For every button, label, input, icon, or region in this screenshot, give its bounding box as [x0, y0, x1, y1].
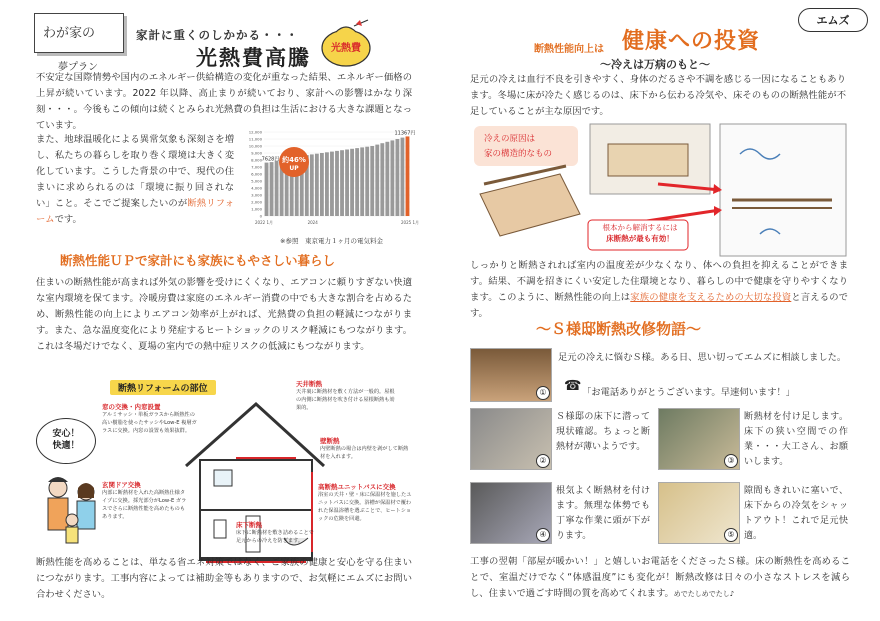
- y-tick-label: 1,000: [251, 206, 262, 212]
- x-tick-label: 2024: [307, 220, 318, 225]
- chart-bar: [310, 154, 314, 216]
- chart-bar: [350, 149, 354, 216]
- right-kicker: 断熱性能向上は: [534, 44, 604, 55]
- step2-text: Ｓ様邸の床下に潜って現状確認。ちょっと断熱材が薄いようです。: [556, 412, 650, 452]
- callout-window-title: 窓の交換・内窓設置: [102, 403, 161, 411]
- step3-text: 断熱材を付け足します。床下の狭い空間での作業・・・大工さん、お願いします。: [744, 412, 848, 467]
- right-body2-c: と言えるのです。: [470, 292, 848, 319]
- phone-icon: ☎: [564, 378, 582, 394]
- y-tick-label: 4,000: [251, 185, 262, 191]
- right-body2: [470, 258, 848, 322]
- x-tick-label: 2022 1月: [255, 220, 273, 225]
- stamp-text: 光熱費: [331, 43, 361, 54]
- chart-bar: [275, 161, 279, 216]
- chart-bar: [355, 148, 359, 216]
- y-tick-label: 9,000: [251, 150, 262, 156]
- callout-floor-text: 床下に断熱材を敷き詰めることで足元からの冷えを防ぎます。: [236, 530, 314, 544]
- headline: 光熱費高騰: [196, 46, 311, 70]
- step4-text: 根気よく断熱材を付けます。無理な体勢でも丁寧な作業に頭が下がります。: [556, 486, 650, 541]
- chart-source: ※参照 東京電力１ヶ月の電気料金: [280, 237, 383, 245]
- callout-door: [102, 480, 188, 521]
- callout-bath-text: 浴室の天井・壁・床に保温材を施したユニットバスに交換。浴槽が保温材で覆われた保温浴槽を選ぶことで、ヒートショックの危険を回避。: [318, 492, 412, 522]
- right-headline: 健康への投資: [622, 29, 761, 54]
- chart-bar: [330, 152, 334, 216]
- series-label-box: [34, 13, 124, 53]
- chart-bar: [360, 147, 364, 216]
- chart-bar: [320, 153, 324, 216]
- chart-bar: [390, 140, 394, 216]
- intro-side-a: また、地球温暖化による異常気象も深刻さを増し、私たちの暮らしを取り巻く環境は大きく変化しています。こうした背景の中で、現代の住まいに求められるのは「環境に振り回されない」こと。そこでご提案したいのが: [36, 134, 234, 209]
- chart-bar: [370, 146, 374, 216]
- logo-text: エムズ: [816, 14, 850, 27]
- story-title: 〜Ｓ様邸断熱改修物語〜: [536, 320, 702, 338]
- y-tick-label: 0: [259, 213, 262, 219]
- step3-num: ③: [724, 454, 738, 468]
- series-label: わが家の: [43, 26, 96, 41]
- callout-wall-title: 壁断熱: [320, 437, 340, 445]
- right-intro: 足元の冷えは血行不良を引きやすく、身体のだるさや不調を感じる一因になることもあります。冬場に床が冷たく感じるのは、床下から伝わる冷気や、床そのものの断熱性能が不足していることが主な原因です。: [470, 74, 846, 117]
- step4-num: ④: [536, 528, 550, 542]
- intro-top: 不安定な国際情勢や国内のエネルギー供給構造の変化が重なった結果、エネルギー価格の上昇が続いています。2022 年以降、高止まりが続いており、家計への影響はかなり深刻・・・。今後もこの傾向は続くとみられ光熱費の負担は生活における大きな課題となっています。: [36, 72, 412, 131]
- section2-body: 住まいの断熱性能が高まれば外気の影響を受けにくくなり、エアコンに頼りすぎない快適な室内環境を保てます。冷暖房費は家庭のエネルギー消費の中でも大きな割合を占めるため、断熱性能の向上によりエアコン効率が上がれば、光熱費の負担の軽減につながります。また、急な温度変化により発症するヒートショックのリスク軽減にもつながります。これは冬場だけでなく、夏場の室内での熱中症リスクの低減にもつながります。: [36, 277, 412, 352]
- right-page: [440, 0, 880, 621]
- y-tick-label: 5,000: [251, 178, 262, 184]
- y-tick-label: 11,000: [248, 136, 262, 142]
- callout-window: [102, 402, 198, 435]
- fix-label-1: 根本から解消するには: [602, 223, 678, 232]
- cause-label-2: 家の構造的なもの: [484, 149, 553, 159]
- closing: 断熱性能を高めることは、単なる省エネ対策ではなく、ご家族の健康と安心を守る住まいにつながります。工事内容によっては補助金等もありますので、お気軽にエムズにお問い合わせください。: [36, 557, 412, 600]
- fix-label-2: 床断熱が最も有効！: [606, 234, 674, 243]
- chart-bar: [395, 139, 399, 216]
- chart-bar: [365, 147, 369, 216]
- kicker: 家計に重くのしかかる・・・: [136, 28, 299, 42]
- right-body2-a: しっかりと断熱されれば室内の温度差が少なくなり、体への負担を抑えることができます。結果、不調を招きにくい安定した住環境となり、暮らしの中で健康を守りやすくなります。このように、断熱性能の向上は: [470, 260, 848, 303]
- y-tick-label: 3,000: [251, 192, 262, 198]
- y-tick-label: 6,000: [251, 171, 262, 177]
- diagram-title: 断熱リフォームの部位: [110, 380, 216, 395]
- callout-bath-title: 高断熱ユニットバスに交換: [318, 483, 396, 491]
- intro-side-b: 断熱リフォーム: [36, 198, 234, 225]
- chart-bar: [380, 143, 384, 216]
- chart-bar: [406, 136, 410, 216]
- chart-bar: [385, 142, 389, 216]
- chart-bar: [265, 163, 269, 216]
- callout-ceiling-text: 天井裏に断熱材を敷く方法が一般的。屋根の内側に断熱材を吹き付ける屋根断熱も効果的。: [296, 389, 395, 411]
- money-bag-icon: [318, 18, 374, 68]
- y-tick-label: 2,000: [251, 199, 262, 205]
- callout-wall: [320, 436, 410, 461]
- callout-ceiling: [296, 379, 396, 412]
- y-tick-label: 12,000: [248, 129, 262, 135]
- section2-title: 断熱性能ＵＰで家計にも家族にもやさしい暮らし: [60, 253, 336, 268]
- growth-sub: UP: [289, 165, 299, 172]
- chart-bar: [335, 151, 339, 216]
- right-closing: [470, 554, 850, 602]
- story-intro: 足元の冷えに悩むＳ様。ある日、思い切ってエムズに相談しました。: [558, 352, 847, 363]
- fix-label: [592, 222, 688, 244]
- chart-bar: [325, 152, 329, 216]
- x-tick-label: 2025 1月: [401, 220, 419, 225]
- growth-label: 約46%: [282, 156, 306, 164]
- chart-bar: [401, 138, 405, 216]
- speech-bubble: [36, 418, 96, 464]
- step2-num: ②: [536, 454, 550, 468]
- callout-bath: [318, 482, 414, 523]
- step5-num: ⑤: [724, 528, 738, 542]
- speech-text: 安心！ 快適！: [52, 429, 80, 451]
- series-sub: 夢プラン: [58, 62, 98, 73]
- y-tick-label: 7,000: [251, 164, 262, 170]
- callout-door-text: 内部に断熱材を入れた高断熱仕様タイプに交換。採光部分がLow-E ガラスでさらに断熱性能を高めたものもあります。: [102, 490, 187, 520]
- cause-label: [484, 132, 552, 162]
- price-chart-svg: [238, 126, 419, 234]
- first-bar-label: 7628円: [261, 156, 280, 163]
- step1-num: ①: [536, 386, 550, 400]
- chart-bar: [375, 145, 379, 216]
- last-bar-label: 11367円: [394, 130, 416, 137]
- y-tick-label: 8,000: [251, 157, 262, 163]
- callout-ceiling-title: 天井断熱: [296, 380, 322, 388]
- callout-floor-title: 床下断熱: [236, 521, 262, 529]
- callout-door-title: 玄関ドア交換: [102, 481, 141, 489]
- phone-line: 「お電話ありがとうございます。早速伺います！」: [582, 387, 796, 398]
- chart-bar: [270, 162, 274, 216]
- chart-bar: [315, 154, 319, 216]
- intro-side: [36, 132, 234, 228]
- right-body2-b: 家族の健康を支えるための大切な投資: [630, 292, 792, 303]
- y-tick-label: 10,000: [248, 143, 262, 149]
- price-chart: [238, 126, 419, 234]
- cause-label-1: 冷えの原因は: [484, 134, 536, 144]
- intro-side-c: です。: [54, 214, 82, 225]
- chart-bar: [345, 150, 349, 217]
- callout-floor: [236, 520, 314, 545]
- right-subhead: 〜冷えは万病のもと〜: [600, 58, 710, 71]
- callout-window-text: アルミサッシ・単板ガラスから断熱性の高い樹脂を使ったサッシやLow-E 複層ガラスに交換。内窓の設置も効果抜群。: [102, 412, 197, 434]
- step5-text: 隙間もきれいに塞いで、床下からの冷気をシャットアウト！これで足元快適。: [744, 486, 848, 541]
- chart-bar: [340, 150, 344, 216]
- right-closing-b: めでたしめでたし♪: [673, 590, 735, 598]
- right-closing-a: 工事の翌朝「部屋が暖かい！」と嬉しいお電話をくださったＳ様。床の断熱性を高めることで、室温だけでなく“体感温度”にも変化が！断熱改修は日々の小さなストレスを減らし、住まいで過ごす時間の質を高めてくれます。: [470, 556, 850, 599]
- logo: [798, 8, 868, 32]
- callout-wall-text: 内壁断熱の場合は内壁を剥がして断熱材を入れます。: [320, 446, 409, 460]
